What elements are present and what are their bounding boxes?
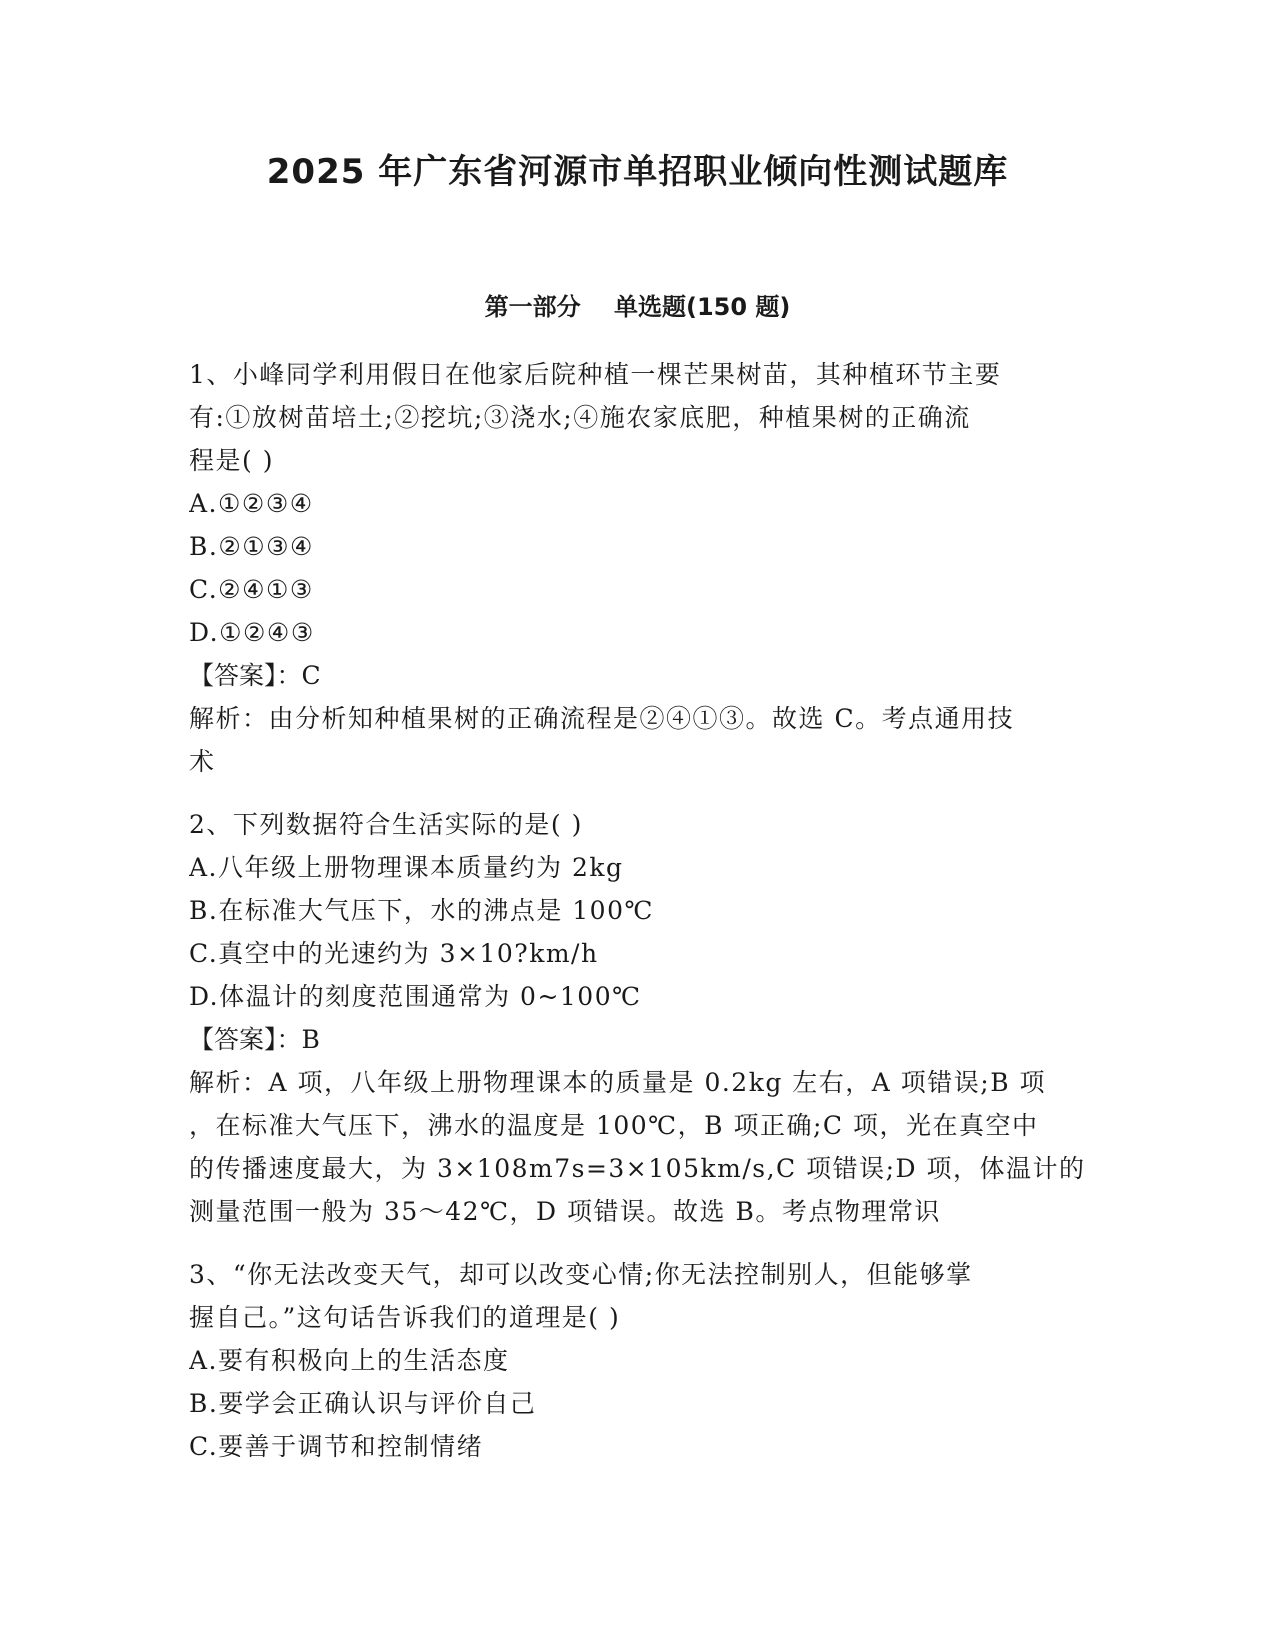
option-d: D.①②④③ — [189, 618, 315, 647]
question-1 — [189, 353, 1099, 783]
analysis-line: ，在标准大气压下，沸水的温度是 100℃，B 项正确;C 项，光在真空中 — [189, 1111, 1039, 1140]
option-c: C.真空中的光速约为 3×10?km/h — [189, 939, 599, 968]
question-stem-line: 2、下列数据符合生活实际的是( ) — [189, 810, 583, 839]
option-a: A.要有积极向上的生活态度 — [189, 1346, 510, 1375]
question-list — [189, 353, 1099, 1468]
question-stem-line: 程是( ) — [189, 446, 274, 475]
option-a: A.八年级上册物理课本质量约为 2kg — [189, 853, 624, 882]
option-b: B.②①③④ — [189, 532, 314, 561]
option-b: B.在标准大气压下，水的沸点是 100℃ — [189, 896, 654, 925]
document-title: 2025 年广东省河源市单招职业倾向性测试题库 — [266, 152, 1009, 192]
answer-label: 【答案】： — [189, 661, 302, 690]
section-title: 第一部分 单选题(150 题) — [484, 293, 791, 321]
analysis-line: 的传播速度最大，为 3×108m7s=3×105km/s,C 项错误;D 项，体温计的 — [189, 1154, 1086, 1183]
option-b: B.要学会正确认识与评价自己 — [189, 1389, 537, 1418]
question-stem-line: 1、小峰同学利用假日在他家后院种植一棵芒果树苗，其种植环节主要 — [189, 360, 1002, 389]
question-stem-line: 握自己。”这句话告诉我们的道理是( ) — [189, 1303, 621, 1332]
question-2 — [189, 803, 1099, 1233]
option-c: C.②④①③ — [189, 575, 314, 604]
analysis-line: 术 — [189, 747, 216, 776]
option-c: C.要善于调节和控制情绪 — [189, 1432, 484, 1461]
answer-value: B — [301, 1025, 322, 1054]
answer-label: 【答案】： — [189, 1025, 302, 1054]
analysis-line: 解析：由分析知种植果树的正确流程是②④①③。故选 C。考点通用技 — [189, 704, 1015, 733]
answer-line — [189, 654, 1099, 697]
option-a: A.①②③④ — [189, 489, 314, 518]
answer-line — [189, 1018, 1099, 1061]
option-d: D.体温计的刻度范围通常为 0~100℃ — [189, 982, 642, 1011]
analysis-line: 测量范围一般为 35～42℃，D 项错误。故选 B。考点物理常识 — [189, 1197, 941, 1226]
answer-value: C — [301, 661, 323, 690]
question-stem-line: 有:①放树苗培土;②挖坑;③浇水;④施农家底肥，种植果树的正确流 — [189, 403, 971, 432]
question-3 — [189, 1253, 1099, 1468]
analysis-line: 解析：A 项，八年级上册物理课本的质量是 0.2kg 左右，A 项错误;B 项 — [189, 1068, 1047, 1097]
question-stem-line: 3、“你无法改变天气，却可以改变心情;你无法控制别人，但能够掌 — [189, 1260, 973, 1289]
